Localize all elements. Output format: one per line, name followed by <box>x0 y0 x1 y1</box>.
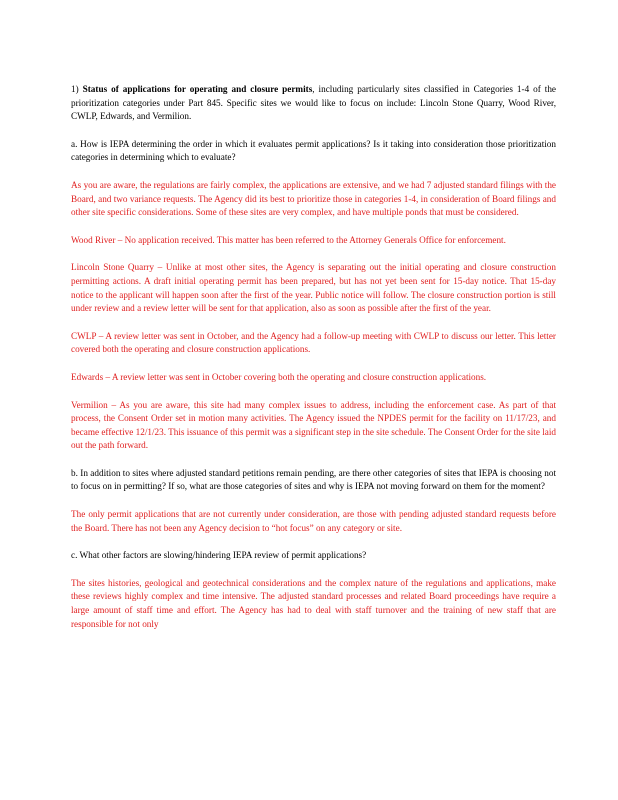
question-1-heading: Status of applications for operating and closure permits <box>82 84 313 94</box>
answer-a-lincoln-stone-quarry: Lincoln Stone Quarry – Unlike at most other sites, the Agency is separating out the initial operating and closure construction permitting actions. A draft initial operating permit has been prepared, but has not yet been sent for 15-day notice. That 15-day notice to the applicant will happen soon after the first of the year. Public notice will follow. The closure construction portion is still under review and a review letter will be sent for that application, also as soon as possible after the first of the year. <box>71 262 556 314</box>
question-1-text: , including particularly sites classified in Categories 1-4 of the prioritization categories under Part 845. Specific sites we would like to focus on include: Lincoln Stone Quarry, Wood River, CWLP, Edwards, and Vermilion. <box>71 84 557 122</box>
question-a: a. How is IEPA determining the order in which it evaluates permit applications? Is it taking into consideration those prioritization categories in determining which to evaluate? <box>71 138 556 163</box>
answer-a-vermilion: Vermilion – As you are aware, this site had many complex issues to address, including the enforcement case. As part of that process, the Consent Order set in motion many activities. The Agency issued the NPDES permit for the facility on 11/17/23, and became effective 12/1/23. This issuance of this permit was a significant step in the site schedule. The Consent Order for the site laid out the path forward. <box>71 399 556 451</box>
answer-b: The only permit applications that are not currently under consideration, are those with pending adjusted standard requests before the Board. There has not been any Agency decision to “hot focus” on any category or site. <box>71 509 556 533</box>
answer-a-cwlp: CWLP – A review letter was sent in October, and the Agency had a follow-up meeting with CWLP to discuss our letter. This letter covered both the operating and closure construction applications. <box>71 330 556 355</box>
answer-c: The sites histories, geological and geotechnical considerations and the complex nature of the regulations and applications, make these reviews highly complex and time intensive. The adjusted standard processes and related Board proceedings have require a large amount of staff time and effort. The Agency has had to deal with staff turnover and the training of new staff that are responsible for not only <box>71 577 556 629</box>
question-b: b. In addition to sites where adjusted standard petitions remain pending, are there other categories of sites that IEPA is choosing not to focus on in permitting? If so, what are those categories of sites and why is IEPA not moving forward on them for the moment? <box>71 467 556 492</box>
question-1-number: 1) <box>71 84 83 94</box>
answer-a-overview: As you are aware, the regulations are fairly complex, the applications are extensive, and we had 7 adjusted standard filings with the Board, and two variance requests. The Agency did its best to prioritize those in categories 1-4, in consideration of Board filings and other site specific considerations. Some of these sites are very complex, and have multiple ponds that must be considered. <box>71 179 556 218</box>
question-1 <box>71 83 556 124</box>
answer-a-edwards: Edwards – A review letter was sent in October covering both the operating and closure construction applications. <box>71 371 487 382</box>
question-c: c. What other factors are slowing/hindering IEPA review of permit applications? <box>71 550 367 561</box>
answer-a-wood-river: Wood River – No application received. This matter has been referred to the Attorney Generals Office for enforcement. <box>71 234 506 245</box>
